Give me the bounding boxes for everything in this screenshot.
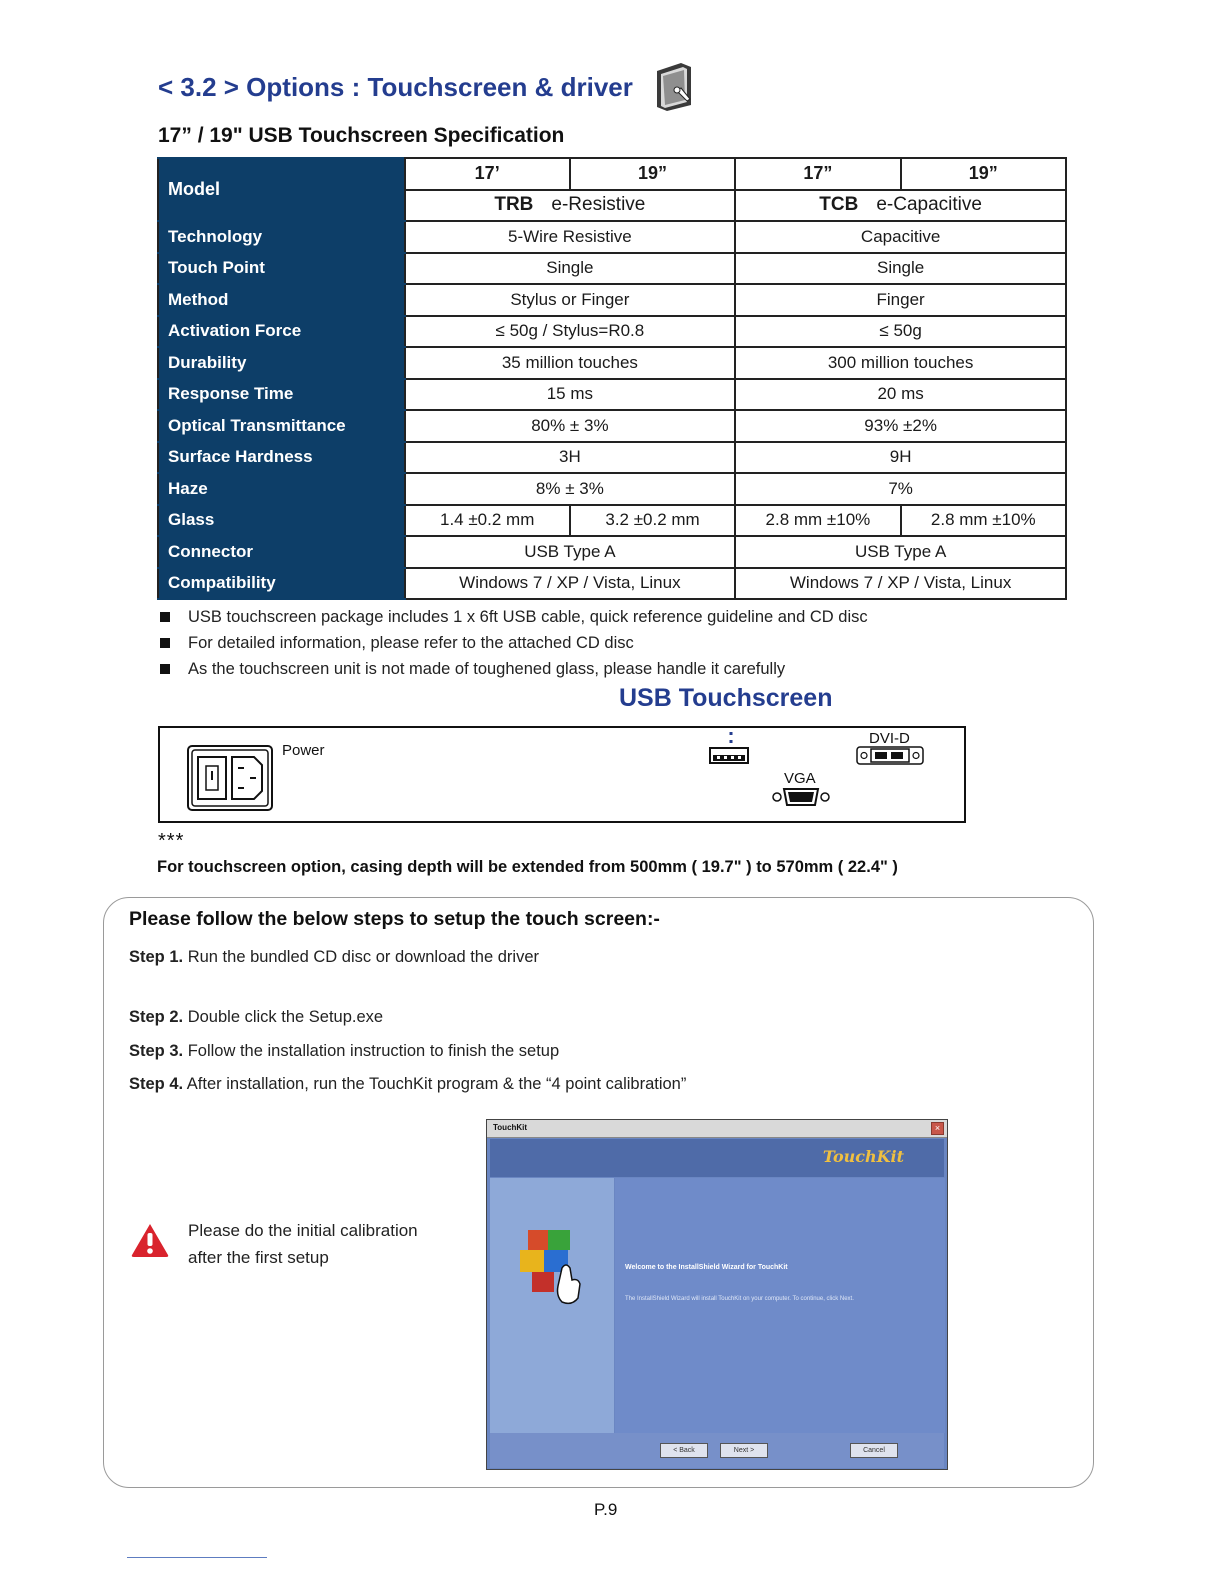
tcb-value: 93% ±2%	[735, 410, 1066, 442]
installer-welcome: Welcome to the InstallShield Wizard for TouchKit	[625, 1264, 788, 1271]
glass-value: 3.2 ±0.2 mm	[570, 505, 735, 537]
step-label: Step 1.	[129, 948, 184, 966]
page-number: P.9	[594, 1500, 618, 1519]
tcb-value: 300 million touches	[735, 347, 1066, 379]
page-title: < 3.2 > Options : Touchscreen & driver	[158, 71, 633, 102]
trb-value: Windows 7 / XP / Vista, Linux	[405, 568, 736, 600]
step-item	[129, 1042, 559, 1061]
installer-logo-icon	[490, 1178, 614, 1433]
step-text: After installation, run the TouchKit program & the “4 point calibration”	[186, 1075, 687, 1093]
row-label: Compatibility	[158, 568, 405, 600]
installer-content	[615, 1178, 945, 1433]
installer-titlebar	[487, 1120, 947, 1138]
step-text: Run the bundled CD disc or download the driver	[187, 948, 539, 966]
warning-line: after the first setup	[188, 1248, 329, 1267]
glass-value: 2.8 mm ±10%	[735, 505, 900, 537]
size-header: 17’	[405, 158, 570, 190]
trb-value: 5-Wire Resistive	[405, 221, 736, 253]
table-row	[158, 473, 1066, 505]
close-icon[interactable]: ×	[931, 1122, 944, 1135]
table-row	[158, 221, 1066, 253]
row-label: Touch Point	[158, 253, 405, 285]
step-text: Follow the installation instruction to finish the setup	[187, 1042, 560, 1060]
size-header: 19”	[901, 158, 1066, 190]
row-label: Surface Hardness	[158, 442, 405, 474]
table-row	[158, 158, 1066, 190]
trb-value: ≤ 50g / Stylus=R0.8	[405, 316, 736, 348]
type-code: TRB	[494, 194, 534, 216]
trb-value: Single	[405, 253, 736, 285]
tcb-value: Single	[735, 253, 1066, 285]
dvi-port-icon	[857, 747, 923, 764]
list-item	[160, 656, 868, 682]
row-label: Technology	[158, 221, 405, 253]
warning-line: Please do the initial calibration	[188, 1221, 418, 1240]
row-label: Activation Force	[158, 316, 405, 348]
usb-touchscreen-title: USB Touchscreen	[619, 684, 833, 712]
tcb-value: ≤ 50g	[735, 316, 1066, 348]
notes-list	[160, 604, 868, 682]
tcb-value: Capacitive	[735, 221, 1066, 253]
tcb-value: USB Type A	[735, 536, 1066, 568]
row-label: Haze	[158, 473, 405, 505]
spec-subtitle: 17” / 19" USB Touchscreen Specification	[158, 124, 565, 147]
tcb-value: Finger	[735, 284, 1066, 316]
setup-heading: Please follow the below steps to setup the touch screen:-	[129, 908, 660, 930]
size-header: 17”	[735, 158, 900, 190]
trb-value: 80% ± 3%	[405, 410, 736, 442]
page-title-row	[158, 62, 699, 112]
bullet-square-icon	[160, 664, 170, 674]
cancel-button[interactable]: Cancel	[850, 1443, 898, 1458]
dvi-label: DVI-D	[869, 730, 910, 747]
vga-label: VGA	[784, 770, 816, 787]
bullet-text: As the touchscreen unit is not made of toughened glass, please handle it carefully	[188, 660, 786, 678]
row-label: Optical Transmittance	[158, 410, 405, 442]
glass-value: 2.8 mm ±10%	[901, 505, 1066, 537]
bullet-square-icon	[160, 638, 170, 648]
type-name: e-Resistive	[551, 194, 646, 216]
type-name: e-Capacitive	[876, 194, 982, 216]
type-code: TCB	[819, 194, 859, 216]
table-row	[158, 316, 1066, 348]
rear-panel-diagram	[158, 726, 966, 823]
next-button[interactable]: Next >	[720, 1443, 768, 1458]
tcb-value: 9H	[735, 442, 1066, 474]
table-row	[158, 536, 1066, 568]
type-cell-trb	[405, 190, 736, 222]
tcb-value: 20 ms	[735, 379, 1066, 411]
trb-value: 8% ± 3%	[405, 473, 736, 505]
trb-value: USB Type A	[405, 536, 736, 568]
row-label: Connector	[158, 536, 405, 568]
tcb-value: Windows 7 / XP / Vista, Linux	[735, 568, 1066, 600]
row-label: Glass	[158, 505, 405, 537]
row-label: Response Time	[158, 379, 405, 411]
installer-window-title: TouchKit	[493, 1123, 528, 1132]
row-label-model: Model	[158, 158, 405, 221]
trb-value: Stylus or Finger	[405, 284, 736, 316]
bullet-text: USB touchscreen package includes 1 x 6ft USB cable, quick reference guideline and CD disc	[188, 608, 868, 626]
power-label: Power	[282, 742, 325, 759]
table-row	[158, 253, 1066, 285]
type-cell-tcb	[735, 190, 1066, 222]
back-button[interactable]: < Back	[660, 1443, 708, 1458]
step-item	[129, 1075, 686, 1094]
installer-footer	[490, 1433, 944, 1468]
installer-banner	[490, 1139, 944, 1177]
installer-sidebar	[490, 1178, 614, 1433]
footer-rule	[127, 1557, 267, 1558]
list-item	[160, 604, 868, 630]
trb-value: 3H	[405, 442, 736, 474]
glass-value: 1.4 ±0.2 mm	[405, 505, 570, 537]
table-row	[158, 379, 1066, 411]
table-row	[158, 442, 1066, 474]
spec-table	[157, 157, 1067, 600]
touchkit-logo: TouchKit	[822, 1147, 904, 1166]
trb-value: 15 ms	[405, 379, 736, 411]
step-label: Step 2.	[129, 1008, 184, 1026]
table-row	[158, 410, 1066, 442]
table-row	[158, 284, 1066, 316]
step-label: Step 4.	[129, 1075, 184, 1093]
trb-value: 35 million touches	[405, 347, 736, 379]
size-header: 19”	[570, 158, 735, 190]
table-row	[158, 505, 1066, 537]
table-row	[158, 347, 1066, 379]
warning-icon	[130, 1222, 170, 1258]
table-row	[158, 568, 1066, 600]
installer-body: The InstallShield Wizard will install TouchKit on your computer. To continue, click Next.	[625, 1296, 854, 1302]
installer-window	[486, 1119, 948, 1470]
step-item	[129, 948, 539, 967]
touch-monitor-icon	[651, 61, 699, 113]
casing-note: For touchscreen option, casing depth will be extended from 500mm ( 19.7" ) to 570mm ( 22.4" )	[157, 858, 898, 876]
bullet-square-icon	[160, 612, 170, 622]
step-label: Step 3.	[129, 1042, 184, 1060]
tcb-value: 7%	[735, 473, 1066, 505]
bullet-text: For detailed information, please refer to the attached CD disc	[188, 634, 634, 652]
step-text: Double click the Setup.exe	[187, 1008, 384, 1026]
step-item	[129, 1008, 383, 1027]
power-socket-icon	[188, 746, 272, 810]
vga-port-icon	[773, 789, 829, 805]
usb-port-icon	[710, 748, 748, 763]
row-label: Method	[158, 284, 405, 316]
list-item	[160, 630, 868, 656]
warning-text	[188, 1217, 418, 1271]
row-label: Durability	[158, 347, 405, 379]
note-marker: ***	[158, 830, 185, 852]
